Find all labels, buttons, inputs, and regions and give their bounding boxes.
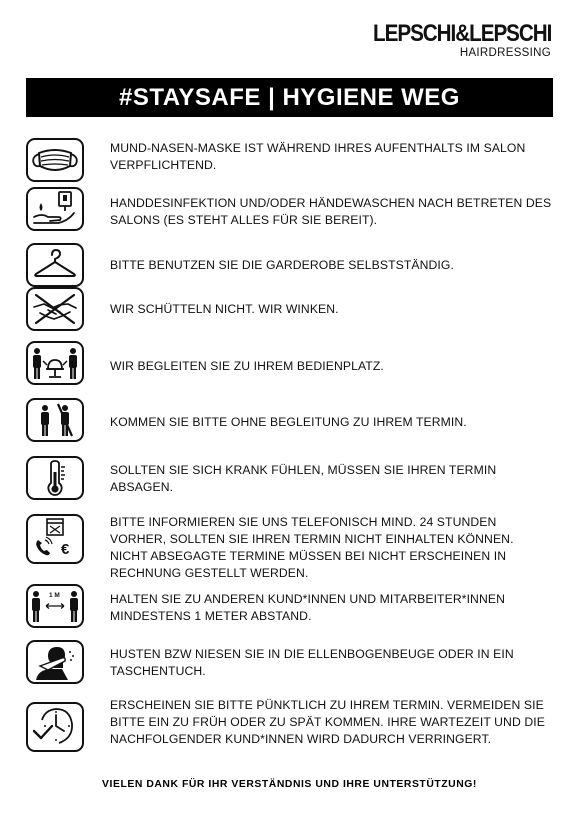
thermometer-icon [26, 456, 84, 500]
cough-elbow-icon [26, 640, 84, 684]
calendar-phone-euro-icon [26, 514, 84, 564]
rule-text: BITTE BENUTZEN SIE DIE GARDEROBE SELBSTSTÄNDIG. [110, 258, 454, 272]
rule-text: MUND-NASEN-MASKE IST WÄHREND IHRES AUFENTHALTS IM SALON VERPFLICHTEND. [110, 141, 526, 172]
svg-text:€: € [61, 541, 70, 558]
brand-subtitle: HAIRDRESSING [459, 47, 551, 59]
rule-text: HALTEN SIE ZU ANDEREN KUND*INNEN UND MITARBEITER*INNEN MINDESTENS 1 METER ABSTAND. [110, 592, 505, 623]
rule-text: WIR BEGLEITEN SIE ZU IHREM BEDIENPLATZ. [110, 359, 384, 373]
brand-name: LEPSCHI&LEPSCHI [372, 20, 551, 47]
no-handshake-icon [26, 287, 84, 331]
rule-text: ERSCHEINEN SIE BITTE PÜNKTLICH ZU IHREM TERMIN. VERMEIDEN SIE BITTE EIN ZU FRÜH ODER ZU SPÄT KOMMEN. IHRE WARTEZEIT UND DIE NACHFOLGENDER KUND*INNEN WIRD DADURCH VERRINGERT. [110, 698, 545, 746]
rule-text: BITTE INFORMIEREN SIE UNS TELEFONISCH MIND. 24 STUNDEN VORHER, SOLLTEN SIE IHREN TERMIN NICHT EINHALTEN KÖNNEN. NICHT ABSEGAGTE TERMINE MÜSSEN BEI NICHT ERSCHEINEN IN RECHNUNG GESTELLT WERDEN. [110, 515, 514, 580]
escort-to-seat-icon [26, 341, 84, 385]
face-mask-icon [26, 138, 84, 182]
coat-hanger-icon [26, 243, 84, 287]
distance-1m-icon [26, 584, 84, 628]
rule-text: WIR SCHÜTTELN NICHT. WIR WINKEN. [110, 302, 339, 316]
banner-title: #STAYSAFE | HYGIENE WEG [119, 83, 460, 111]
hand-sanitizer-icon [26, 187, 84, 231]
rule-text: HUSTEN BZW NIESEN SIE IN DIE ELLENBOGENBEUGE ODER IN EIN TASCHENTUCH. [110, 647, 514, 678]
distance-label: 1 M [49, 592, 60, 599]
rule-text: SOLLTEN SIE SICH KRANK FÜHLEN, MÜSSEN SIE IHREN TERMIN ABSAGEN. [110, 463, 497, 494]
clock-check-icon [26, 702, 84, 752]
no-companion-icon [26, 398, 84, 442]
rule-text: KOMMEN SIE BITTE OHNE BEGLEITUNG ZU IHREM TERMIN. [110, 415, 467, 429]
rule-text: HANDDESINFEKTION UND/ODER HÄNDEWASCHEN NACH BETRETEN DES SALONS (ES STEHT ALLES FÜR SIE BEREIT). [110, 196, 552, 227]
title-banner [26, 78, 553, 117]
footer-thanks: VIELEN DANK FÜR IHR VERSTÄNDNIS UND IHRE UNTERSTÜTZUNG! [102, 779, 477, 790]
brand-logo [344, 22, 551, 59]
